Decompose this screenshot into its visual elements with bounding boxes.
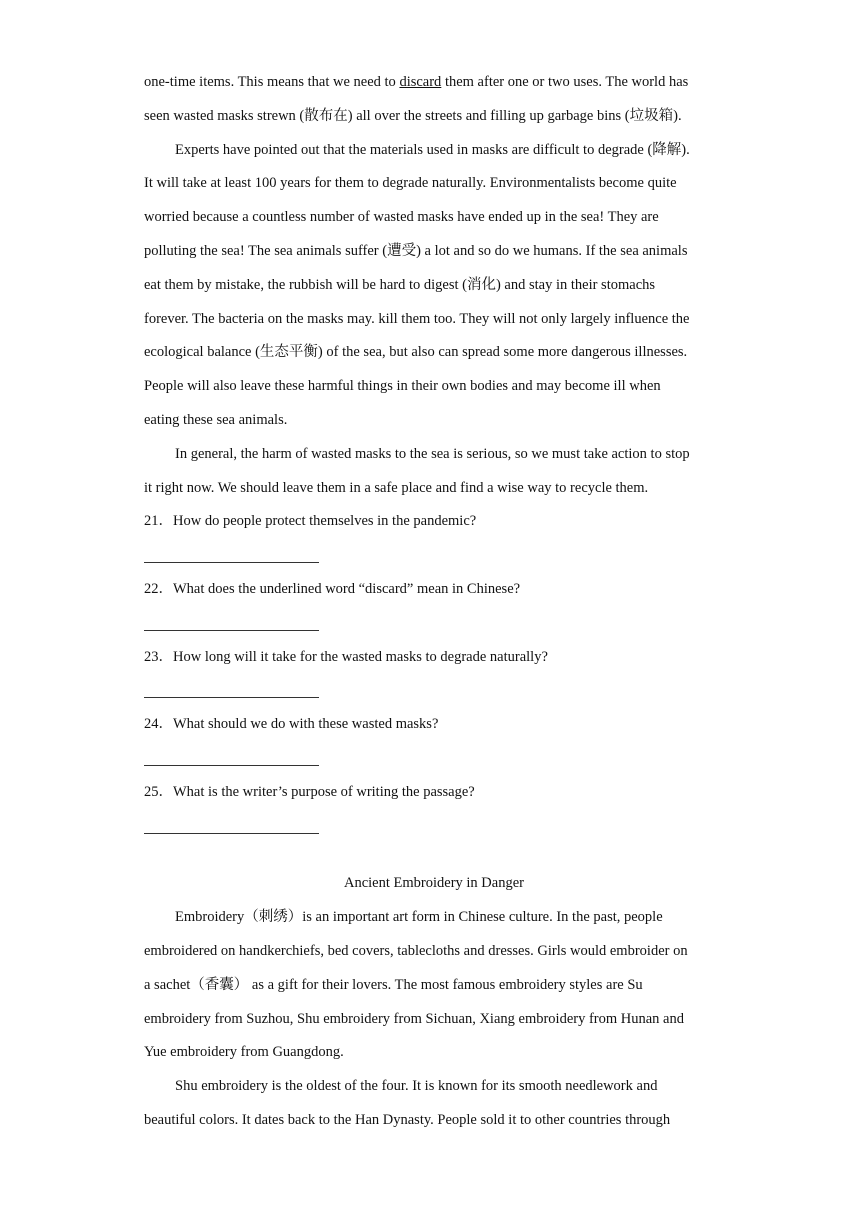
passage-line: embroidered on handkerchiefs, bed covers, tablecloths and dresses. Girls would embroider on <box>144 942 688 959</box>
answer-blank-23[interactable] <box>144 674 724 708</box>
passage-line: Shu embroidery is the oldest of the four. It is known for its smooth needlework and <box>175 1078 658 1095</box>
passage-line: polluting the sea! The sea animals suffer (遭受) a lot and so do we humans. If the sea animals <box>144 242 688 259</box>
passage-line: eating these sea animals. <box>144 411 288 428</box>
passage-line: it right now. We should leave them in a safe place and find a wise way to recycle them. <box>144 479 649 496</box>
passage-line: worried because a countless number of wasted masks have ended up in the sea! They are <box>144 209 659 226</box>
passage-line: one-time items. This means that we need to discard them after one or two uses. The world has <box>144 74 689 90</box>
passage-line: Experts have pointed out that the materials used in masks are difficult to degrade (降解). <box>175 141 690 158</box>
passage-line: Embroidery（刺绣）is an important art form in Chinese culture. In the past, people <box>175 909 663 926</box>
passage-line: forever. The bacteria on the masks may. kill them too. They will not only largely influence the <box>144 310 690 327</box>
passage-line: In general, the harm of wasted masks to the sea is serious, so we must take action to stop <box>175 445 690 462</box>
passage-line: People will also leave these harmful things in their own bodies and may become ill when <box>144 378 661 395</box>
passage-line: Yue embroidery from Guangdong. <box>144 1044 344 1061</box>
passage-line: seen wasted masks strewn (散布在) all over the streets and filling up garbage bins (垃圾箱). <box>144 107 682 124</box>
passage-line: eat them by mistake, the rubbish will be hard to digest (消化) and stay in their stomachs <box>144 276 656 293</box>
question-22: 22．What does the underlined word “discard” mean in Chinese? <box>144 580 521 597</box>
question-24: 24．What should we do with these wasted masks? <box>144 716 439 733</box>
passage-line: It will take at least 100 years for them to degrade naturally. Environmentalists become quite <box>144 175 677 192</box>
question-23: 23．How long will it take for the wasted masks to degrade naturally? <box>144 648 548 665</box>
passage-line: a sachet（香囊） as a gift for their lovers. The most famous embroidery styles are Su <box>144 976 643 993</box>
question-25: 25．What is the writer’s purpose of writing the passage? <box>144 783 475 800</box>
answer-blank-22[interactable] <box>144 607 724 641</box>
passage-line: ecological balance (生态平衡) of the sea, but also can spread some more dangerous illnesses. <box>144 344 688 361</box>
answer-blank-21[interactable] <box>144 539 724 573</box>
answer-blank-24[interactable] <box>144 742 724 776</box>
question-21: 21．How do people protect themselves in the pandemic? <box>144 513 477 530</box>
passage-title: Ancient Embroidery in Danger <box>344 875 524 892</box>
document-page <box>144 0 724 1138</box>
passage-line: embroidery from Suzhou, Shu embroidery from Sichuan, Xiang embroidery from Hunan and <box>144 1010 684 1027</box>
passage-line: beautiful colors. It dates back to the Han Dynasty. People sold it to other countries through <box>144 1111 671 1128</box>
answer-blank-25[interactable] <box>144 810 724 844</box>
underlined-word: discard <box>399 74 442 90</box>
